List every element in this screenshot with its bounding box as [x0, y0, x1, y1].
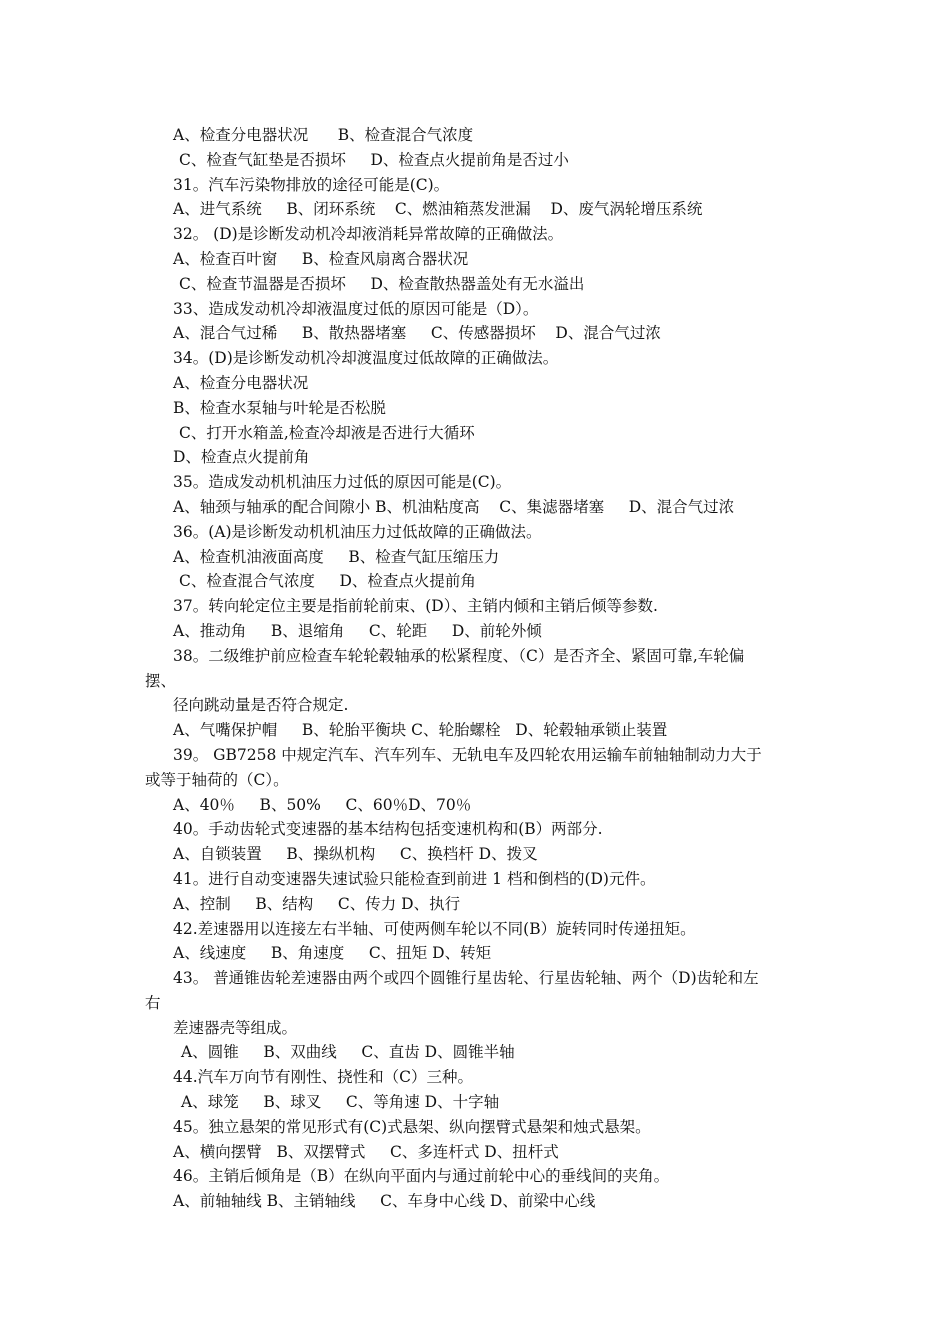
- text-line: A、进气系统 B、闭环系统 C、燃油箱蒸发泄漏 D、废气涡轮增压系统: [173, 200, 703, 219]
- text-line: A、球笼 B、球叉 C、等角速 D、十字轴: [181, 1093, 500, 1112]
- text-line: C、检查节温器是否损坏 D、检查散热器盖处有无水溢出: [179, 274, 585, 293]
- text-line: 33、造成发动机冷却液温度过低的原因可能是（D）。: [173, 299, 539, 318]
- text-line: 37。转向轮定位主要是指前轮前束、(D）、主销内倾和主销后倾等参数.: [173, 597, 658, 616]
- text-line: A、检查分电器状况: [173, 373, 309, 392]
- text-line: A、轴颈与轴承的配合间隙小 B、机油粘度高 C、集滤器堵塞 D、混合气过浓: [173, 497, 735, 516]
- text-line: A、40％ B、50% C、60％D、70％: [173, 795, 472, 814]
- text-line: 摆、: [145, 671, 177, 690]
- text-line: 43。 普通锥齿轮差速器由两个或四个圆锥行星齿轮、行星齿轮轴、两个（D)齿轮和左: [173, 969, 759, 988]
- text-line: 36。(A)是诊断发动机机油压力过低故障的正确做法。: [173, 522, 542, 541]
- text-line: A、气嘴保护帽 B、轮胎平衡块 C、轮胎螺栓 D、轮毂轴承锁止装置: [173, 721, 668, 740]
- text-line: C、检查混合气浓度 D、检查点火提前角: [179, 572, 476, 591]
- text-line: 41。进行自动变速器失速试验只能检查到前进 1 档和倒档的(D)元件。: [173, 869, 656, 888]
- text-line: 差速器壳等组成。: [173, 1018, 298, 1037]
- text-line: C、打开水箱盖,检查冷却液是否进行大循环: [179, 423, 475, 442]
- text-line: 右: [145, 993, 161, 1012]
- text-line: 35。造成发动机机油压力过低的原因可能是(C)。: [173, 473, 512, 492]
- text-line: 或等于轴荷的（C）。: [145, 770, 289, 789]
- text-line: D、检查点火提前角: [173, 448, 310, 467]
- text-line: A、圆锥 B、双曲线 C、直齿 D、圆锥半轴: [181, 1043, 515, 1062]
- text-line: A、控制 B、结构 C、传力 D、执行: [173, 894, 461, 913]
- text-line: 45。独立悬架的常见形式有(C)式悬架、纵向摆臂式悬架和烛式悬架。: [173, 1117, 651, 1136]
- text-line: 46。主销后倾角是（B）在纵向平面内与通过前轮中心的垂线间的夹角。: [173, 1167, 670, 1186]
- text-line: B、检查水泵轴与叶轮是否松脱: [173, 398, 386, 417]
- text-line: 44.汽车万向节有刚性、挠性和（C）三种。: [173, 1068, 474, 1087]
- text-line: A、检查机油液面高度 B、检查气缸压缩压力: [173, 547, 500, 566]
- text-line: 40。手动齿轮式变速器的基本结构包括变速机构和(B）两部分.: [173, 820, 603, 839]
- text-line: A、检查百叶窗 B、检查风扇离合器状况: [173, 249, 469, 268]
- text-line: 34。(D)是诊断发动机冷却渡温度过低故障的正确做法。: [173, 349, 559, 368]
- text-line: 39。 GB7258 中规定汽车、汽车列车、无轨电车及四轮农用运输车前轴轴制动力大于: [173, 745, 762, 764]
- text-line: A、推动角 B、退缩角 C、轮距 D、前轮外倾: [173, 621, 542, 640]
- text-line: A、混合气过稀 B、散热器堵塞 C、传感器损坏 D、混合气过浓: [173, 324, 661, 343]
- text-line: 38。二级维护前应检查车轮轮毂轴承的松紧程度、（C）是否齐全、紧固可靠,车轮偏: [173, 646, 745, 665]
- text-line: A、线速度 B、角速度 C、扭矩 D、转矩: [173, 944, 492, 963]
- text-line: 42.差速器用以连接左右半轴、可使两侧车轮以不同(B）旋转同时传递扭矩。: [173, 919, 696, 938]
- text-line: A、检查分电器状况 B、检查混合气浓度: [173, 126, 474, 144]
- text-line: A、横向摆臂 B、双摆臂式 C、多连杆式 D、扭杆式: [173, 1142, 559, 1161]
- text-line: 31。汽车污染物排放的途径可能是(C)。: [173, 175, 450, 194]
- text-line: A、自锁装置 B、操纵机构 C、换档杆 D、拨叉: [173, 845, 538, 864]
- text-line: C、检查气缸垫是否损坏 D、检查点火提前角是否过小: [179, 150, 569, 169]
- text-line: 32。 (D)是诊断发动机冷却液消耗异常故障的正确做法。: [173, 225, 564, 244]
- document-body: [145, 123, 810, 1214]
- text-line: A、前轴轴线 B、主销轴线 C、车身中心线 D、前梁中心线: [173, 1192, 596, 1211]
- text-line: 径向跳动量是否符合规定.: [173, 696, 349, 715]
